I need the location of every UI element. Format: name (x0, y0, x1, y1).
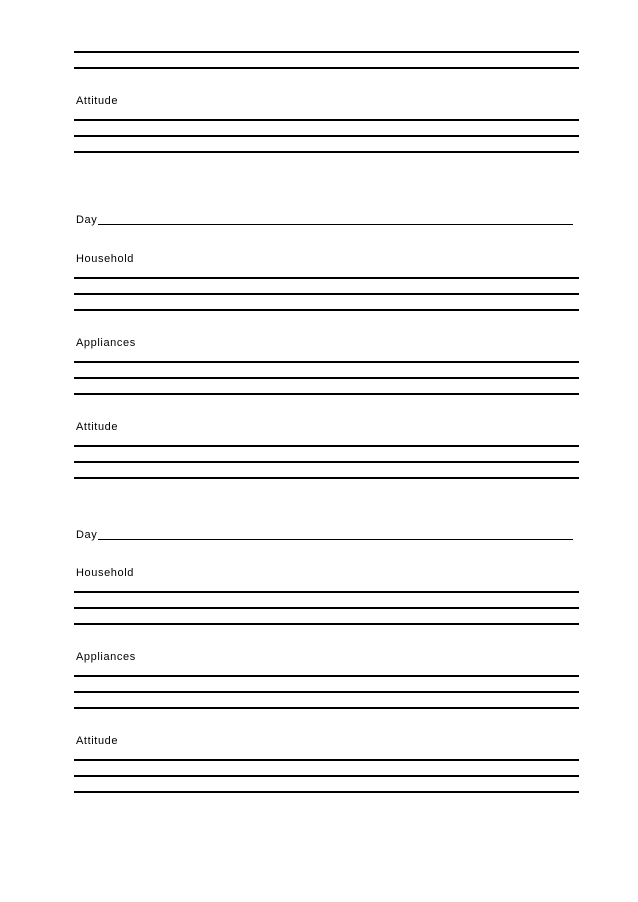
writing-line (74, 393, 579, 395)
writing-line (74, 377, 579, 379)
writing-line (74, 591, 579, 593)
writing-line (74, 119, 579, 121)
day-label: Day (76, 529, 98, 541)
writing-line (74, 135, 579, 137)
household-label: Household (76, 567, 134, 579)
day-underline (98, 539, 573, 540)
writing-line (74, 445, 579, 447)
appliances-label: Appliances (76, 651, 136, 663)
attitude-label: Attitude (76, 735, 119, 747)
day-underline (98, 224, 573, 225)
household-label: Household (76, 253, 134, 265)
writing-line (74, 623, 579, 625)
writing-line (74, 691, 579, 693)
attitude-label: Attitude (76, 421, 119, 433)
writing-line (74, 477, 579, 479)
writing-line (74, 293, 579, 295)
writing-line (74, 775, 579, 777)
appliances-label: Appliances (76, 337, 136, 349)
attitude-label: Attitude (76, 95, 119, 107)
writing-line (74, 461, 579, 463)
writing-line (74, 67, 579, 69)
writing-line (74, 607, 579, 609)
day-field (76, 213, 573, 227)
writing-line (74, 759, 579, 761)
writing-line (74, 675, 579, 677)
writing-line (74, 309, 579, 311)
day-field (76, 528, 573, 542)
writing-line (74, 707, 579, 709)
writing-line (74, 277, 579, 279)
writing-line (74, 791, 579, 793)
writing-line (74, 361, 579, 363)
day-label: Day (76, 214, 98, 226)
writing-line (74, 51, 579, 53)
writing-line (74, 151, 579, 153)
